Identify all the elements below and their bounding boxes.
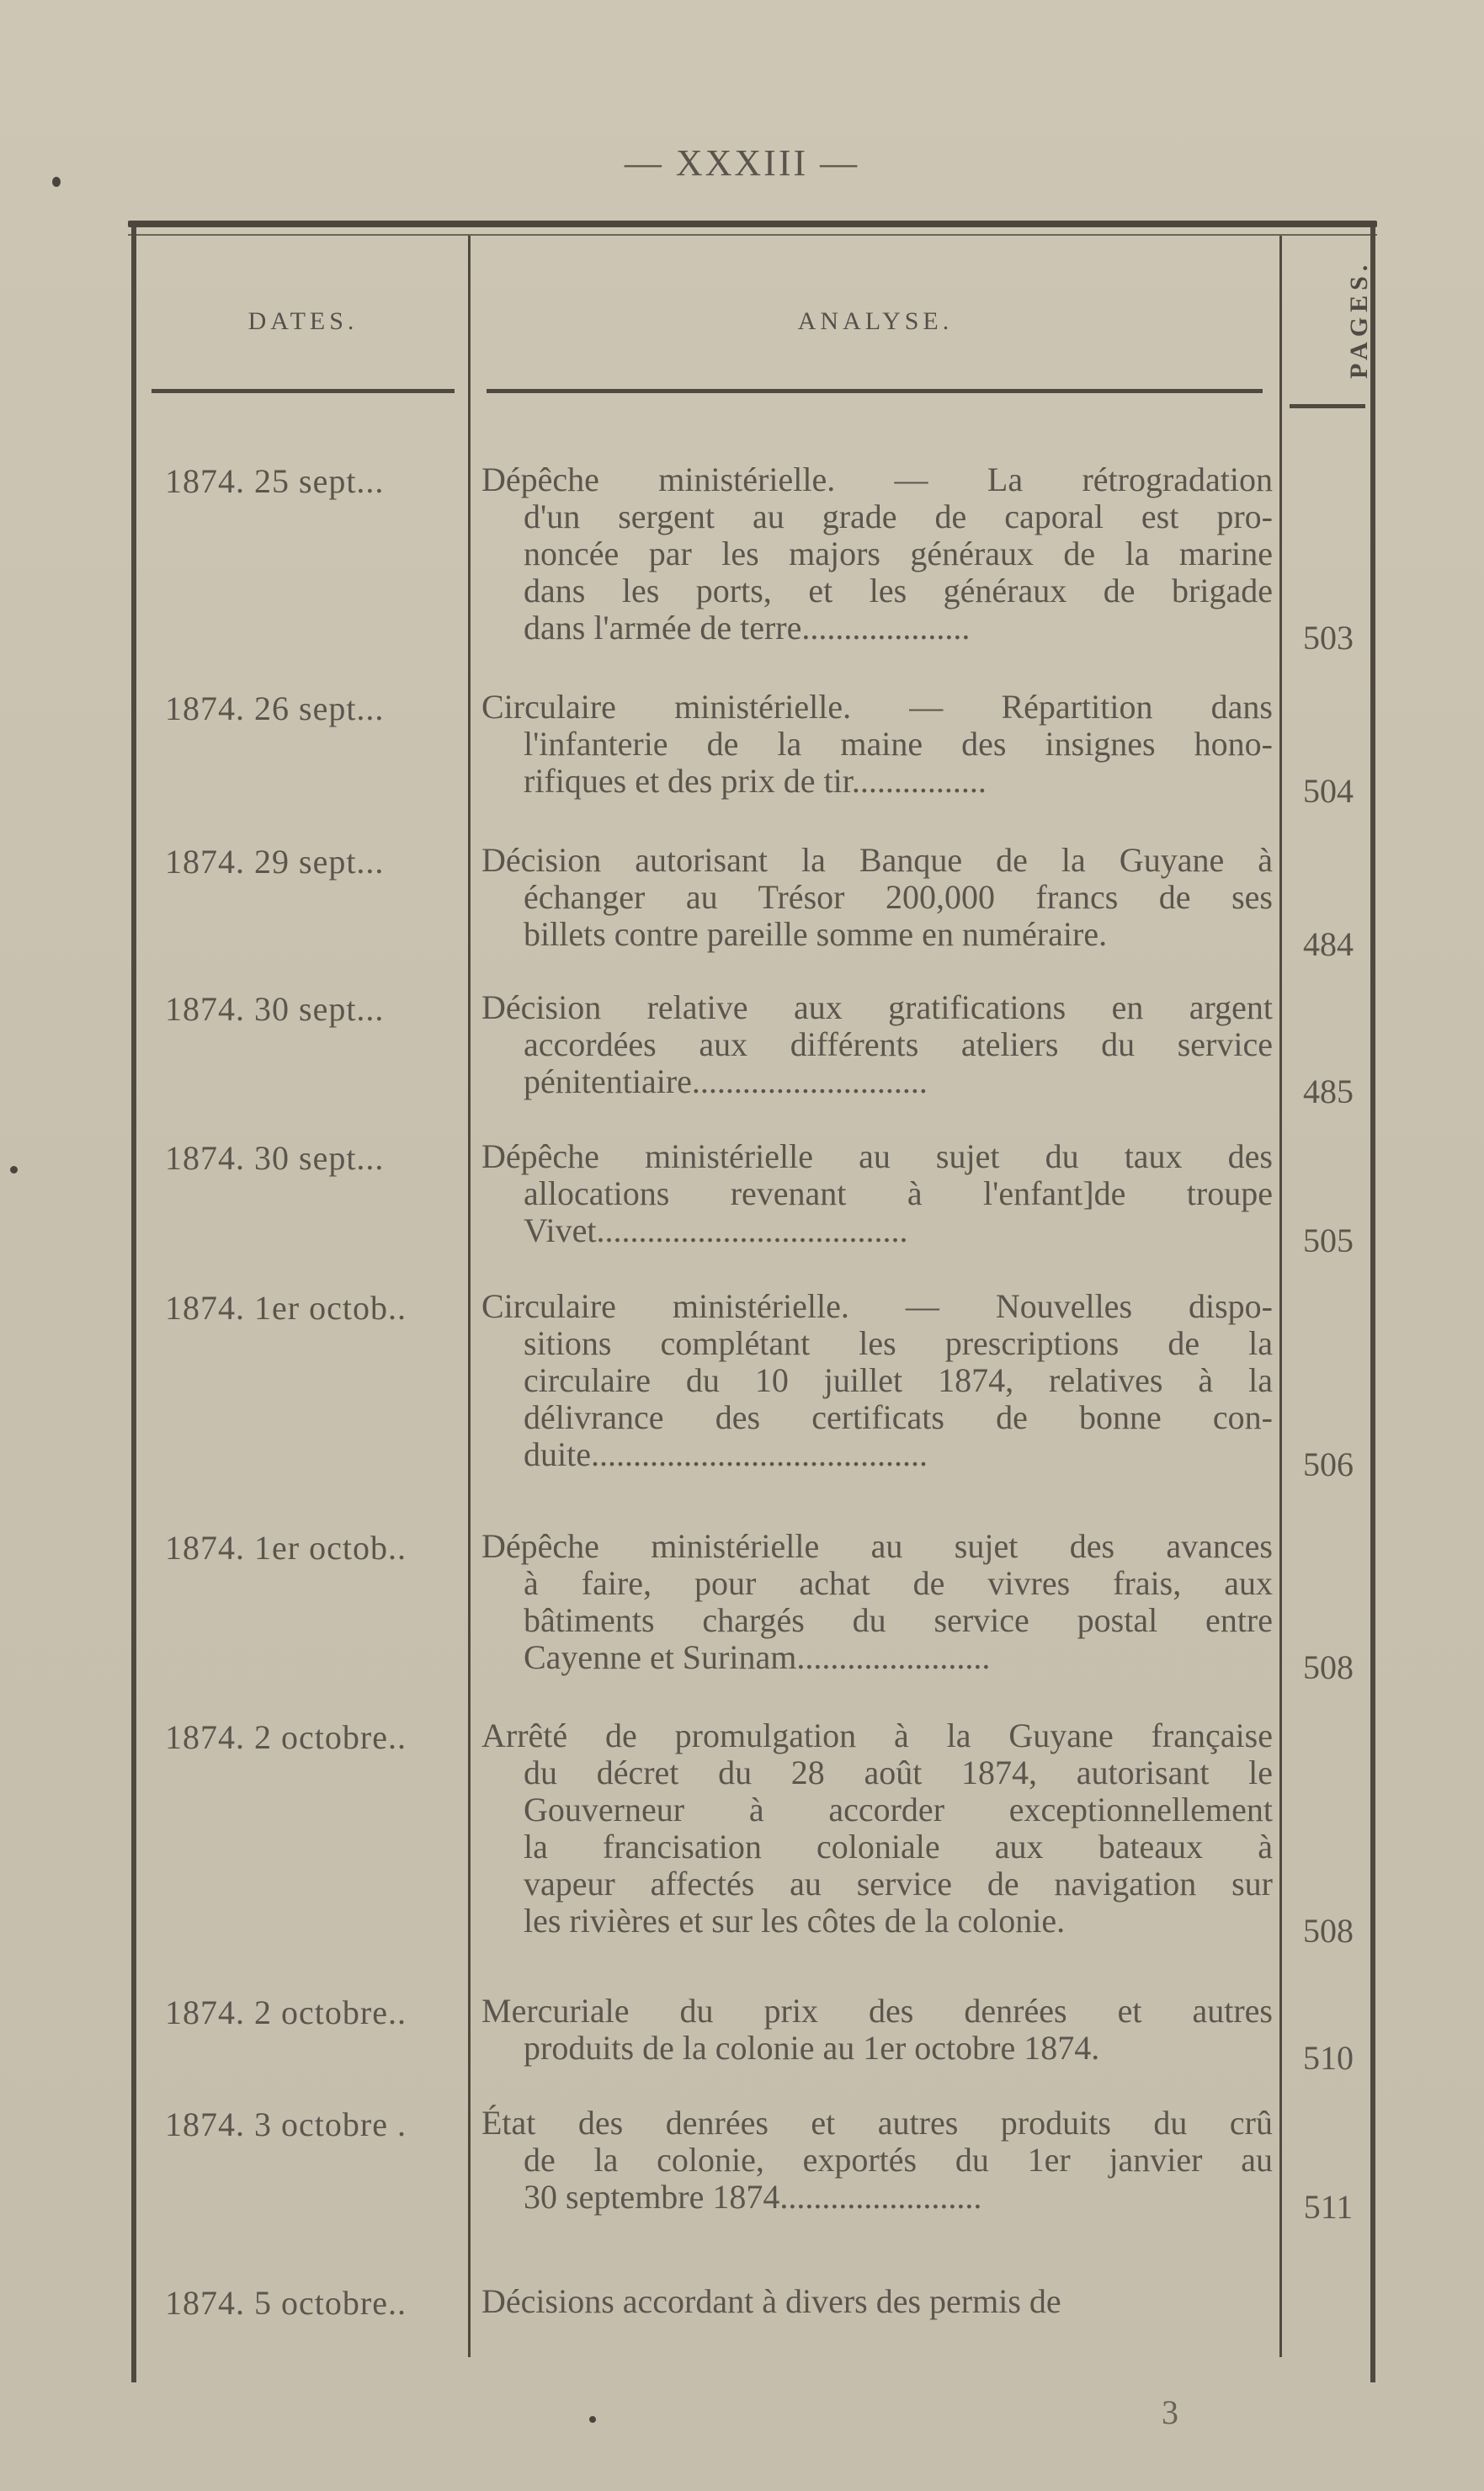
analysis-line: Décision relative aux gratifications en argent <box>481 988 1273 1026</box>
analysis-line: Dépêche ministérielle. — La rétrogradation <box>481 460 1273 498</box>
analysis-line: Décision autorisant la Banque de la Guyane à <box>481 841 1273 879</box>
analysis-line: allocations revenant à l'enfant]de troupe <box>524 1174 1273 1212</box>
analysis-line: bâtiments chargés du service postal entre <box>524 1601 1273 1639</box>
analysis-line: Circulaire ministérielle. — Nouvelles dispo- <box>481 1287 1273 1325</box>
header-rule-pages <box>1290 404 1365 408</box>
analysis-line: délivrance des certificats de bonne con- <box>524 1398 1273 1436</box>
analysis-line: circulaire du 10 juillet 1874, relatives à la <box>524 1361 1273 1399</box>
entry-analysis <box>481 689 1273 800</box>
entry-analysis <box>481 1717 1273 1940</box>
entry-analysis <box>481 1288 1273 1473</box>
entry-analysis <box>481 1993 1273 2067</box>
analysis-line: Circulaire ministérielle. — Répartition dans <box>481 688 1273 726</box>
entry-page-number: 484 <box>1303 925 1354 963</box>
entry-page-number: 508 <box>1303 1648 1354 1686</box>
analysis-line: dans les ports, et les généraux de brigade <box>524 572 1273 609</box>
entry-page-number: 511 <box>1303 2188 1354 2226</box>
entry-date: 1874. 26 sept... <box>165 689 385 727</box>
entry-date: 1874. 29 sept... <box>165 843 385 881</box>
analysis-line: l'infanterie de la maine des insignes hono- <box>524 725 1273 763</box>
entry-date: 1874. 5 octobre.. <box>165 2284 407 2322</box>
analysis-line: d'un sergent au grade de caporal est pro- <box>524 498 1273 535</box>
analysis-line: Arrêté de promulgation à la Guyane française <box>481 1717 1273 1754</box>
analysis-line: 30 septembre 1874........................ <box>524 2178 982 2216</box>
entry-analysis <box>481 842 1273 953</box>
entry-date: 1874. 2 octobre.. <box>165 1993 407 2031</box>
analysis-line: accordées aux différents ateliers du service <box>524 1025 1273 1063</box>
scan-speck <box>10 1166 18 1174</box>
entry-analysis <box>481 989 1273 1100</box>
scan-speck <box>589 2416 596 2423</box>
entry-date: 1874. 1er octob.. <box>165 1529 407 1567</box>
table-left-border <box>131 227 136 2382</box>
entry-date: 1874. 1er octob.. <box>165 1289 407 1327</box>
entry-page-number: 503 <box>1303 619 1354 657</box>
entry-analysis <box>481 2105 1273 2216</box>
analysis-line: État des denrées et autres produits du crû <box>481 2104 1273 2142</box>
entry-page-number: 506 <box>1303 1445 1354 1483</box>
analysis-line: dans l'armée de terre.................... <box>524 609 971 647</box>
header-rule-analyse <box>487 389 1263 393</box>
entry-analysis <box>481 1138 1273 1249</box>
entry-page-number: 508 <box>1303 1912 1354 1950</box>
analysis-line: échanger au Trésor 200,000 francs de ses <box>524 878 1273 916</box>
analysis-line: Dépêche ministérielle au sujet du taux des <box>481 1137 1273 1175</box>
entry-analysis <box>481 2283 1273 2320</box>
table-top-rule-thin <box>128 234 1377 236</box>
analysis-line: Gouverneur à accorder exceptionnellement <box>524 1791 1273 1828</box>
analysis-line: pénitentiaire............................ <box>524 1062 928 1100</box>
analysis-line: de la colonie, exportés du 1er janvier au <box>524 2141 1273 2179</box>
entry-page-number: 504 <box>1303 772 1354 810</box>
entry-page-number: 485 <box>1303 1073 1354 1110</box>
analysis-line: du décret du 28 août 1874, autorisant le <box>524 1754 1273 1791</box>
analysis-line: produits de la colonie au 1er octobre 1874. <box>524 2029 1100 2067</box>
entry-page-number: 510 <box>1303 2039 1354 2077</box>
analysis-line: la francisation coloniale aux bateaux à <box>524 1828 1273 1866</box>
entry-date: 1874. 30 sept... <box>165 990 385 1028</box>
analysis-line: duite........................................ <box>524 1435 928 1473</box>
entry-analysis <box>481 1528 1273 1676</box>
analysis-line: les rivières et sur les côtes de la colonie. <box>524 1902 1066 1940</box>
analysis-line: Cayenne et Surinam....................... <box>524 1638 991 1676</box>
dates-column-divider <box>468 236 471 2357</box>
analysis-line: noncée par les majors généraux de la marine <box>524 535 1273 572</box>
entry-date: 1874. 2 octobre.. <box>165 1718 407 1756</box>
analysis-line: Dépêche ministérielle au sujet des avances <box>481 1527 1273 1565</box>
folio: 3 <box>1162 2393 1178 2431</box>
analysis-line: sitions complétant les prescriptions de la <box>524 1324 1273 1362</box>
header-dates: DATES. <box>247 307 359 335</box>
running-head: — XXXIII — <box>624 142 860 184</box>
header-rule-dates <box>152 389 455 393</box>
entry-date: 1874. 25 sept... <box>165 462 385 500</box>
header-analyse: ANALYSE. <box>797 307 954 335</box>
analysis-line: Vivet..................................... <box>524 1211 908 1249</box>
header-pages <box>1295 253 1373 387</box>
analysis-line: rifiques et des prix de tir................ <box>524 762 987 800</box>
header-pages-label: PAGES. <box>1345 259 1373 379</box>
entry-date: 1874. 3 octobre . <box>165 2105 407 2143</box>
analysis-line: vapeur affectés au service de navigation sur <box>524 1865 1273 1903</box>
entry-analysis <box>481 461 1273 647</box>
entry-page-number: 505 <box>1303 1222 1354 1259</box>
entry-date: 1874. 30 sept... <box>165 1139 385 1177</box>
table-right-border <box>1370 227 1375 2382</box>
analysis-line: Mercuriale du prix des denrées et autres <box>481 1992 1273 2030</box>
analysis-line: à faire, pour achat de vivres frais, aux <box>524 1564 1273 1602</box>
scan-speck <box>52 177 61 187</box>
analysis-line: Décisions accordant à divers des permis de <box>481 2282 1061 2320</box>
table-top-rule <box>128 221 1377 227</box>
pages-column-divider <box>1279 236 1282 2357</box>
analysis-line: billets contre pareille somme en numéraire. <box>524 915 1108 953</box>
